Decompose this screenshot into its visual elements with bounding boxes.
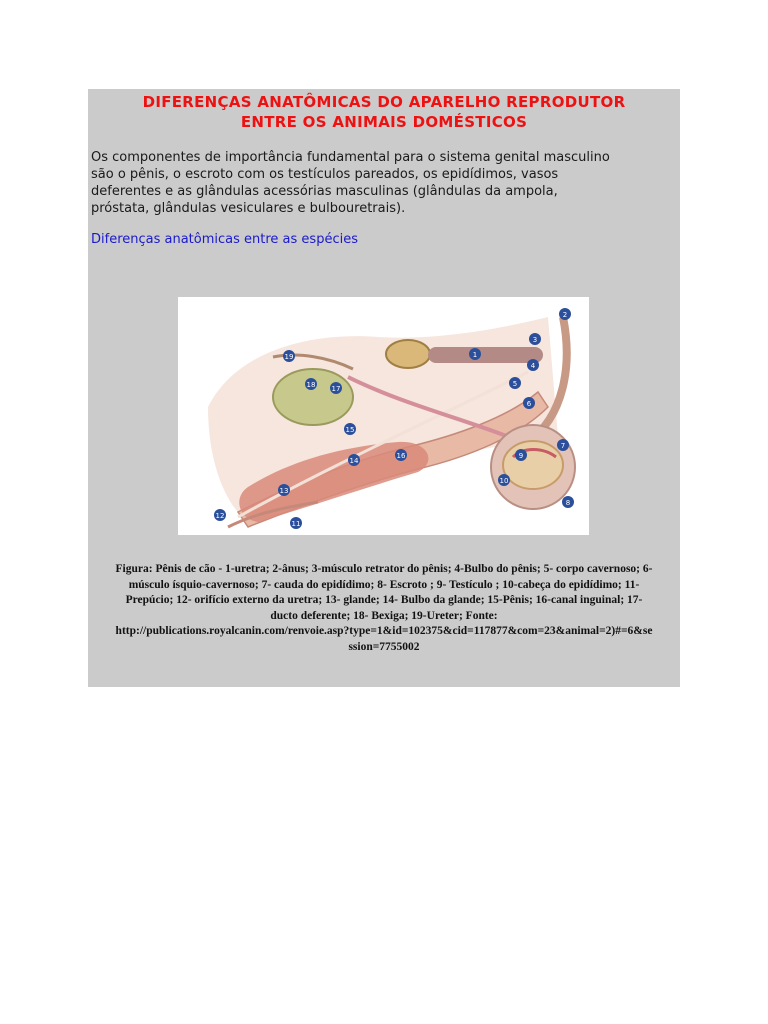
marker-2 xyxy=(559,308,571,320)
marker-6 xyxy=(523,397,535,409)
marker-15 xyxy=(344,423,356,435)
prostate xyxy=(386,340,430,368)
marker-1 xyxy=(469,348,481,360)
marker-17 xyxy=(330,382,342,394)
svg-text:5: 5 xyxy=(512,380,518,388)
page-title xyxy=(88,92,680,132)
intro-line-3: deferentes e as glândulas acessórias masculinas (glândulas da ampola, xyxy=(91,184,558,199)
svg-text:3: 3 xyxy=(532,336,538,344)
marker-13 xyxy=(278,484,290,496)
figure-caption xyxy=(88,562,680,655)
marker-9 xyxy=(515,449,527,461)
svg-text:10: 10 xyxy=(499,477,509,485)
svg-text:4: 4 xyxy=(530,362,536,370)
caption-line-6: ssion=7755002 xyxy=(348,640,420,653)
marker-14 xyxy=(348,454,360,466)
svg-text:1: 1 xyxy=(472,351,478,359)
caption-line-2: músculo ísquio-cavernoso; 7- cauda do epidídimo; 8- Escroto ; 9- Testículo ; 10-cabeça do epidídimo; 11- xyxy=(128,578,640,591)
marker-8 xyxy=(562,496,574,508)
intro-paragraph xyxy=(91,149,679,217)
intro-line-2: são o pênis, o escroto com os testículos pareados, os epidídimos, vasos xyxy=(91,167,559,182)
svg-text:13: 13 xyxy=(279,487,289,495)
svg-text:11: 11 xyxy=(291,520,301,528)
svg-text:8: 8 xyxy=(565,499,571,507)
title-line-2: ENTRE OS ANIMAIS DOMÉSTICOS xyxy=(240,113,528,131)
svg-text:14: 14 xyxy=(349,457,359,465)
svg-text:18: 18 xyxy=(306,381,316,389)
marker-3 xyxy=(529,333,541,345)
svg-text:7: 7 xyxy=(560,442,566,450)
marker-18 xyxy=(305,378,317,390)
intro-line-1: Os componentes de importância fundamental para o sistema genital masculino xyxy=(91,150,610,165)
marker-12 xyxy=(214,509,226,521)
marker-5 xyxy=(509,377,521,389)
title-line-1: DIFERENÇAS ANATÔMICAS DO APARELHO REPRODUTOR xyxy=(142,93,626,111)
dog-penis-illustration xyxy=(178,297,589,535)
svg-text:6: 6 xyxy=(526,400,532,408)
pelvic-urethra xyxy=(428,347,543,363)
marker-7 xyxy=(557,439,569,451)
marker-4 xyxy=(527,359,539,371)
svg-text:2: 2 xyxy=(562,311,568,319)
document-panel xyxy=(88,89,680,687)
intro-line-4: próstata, glândulas vesiculares e bulbouretrais). xyxy=(91,201,406,216)
marker-10 xyxy=(498,474,510,486)
svg-text:15: 15 xyxy=(345,426,355,434)
svg-text:17: 17 xyxy=(331,385,341,393)
species-differences-heading: Diferenças anatômicas entre as espécies xyxy=(91,232,358,247)
svg-text:19: 19 xyxy=(284,353,294,361)
anatomy-figure xyxy=(178,297,589,535)
marker-11 xyxy=(290,517,302,529)
caption-line-4: ducto deferente; 18- Bexiga; 19-Ureter; Fonte: xyxy=(270,609,498,622)
caption-line-1: Figura: Pênis de cão - 1-uretra; 2-ânus; 3-músculo retrator do pênis; 4-Bulbo do pênis; 5- corpo cavernoso; 6- xyxy=(115,563,653,575)
caption-line-3: Prepúcio; 12- orifício externo da uretra; 13- glande; 14- Bulbo da glande; 15-Pênis; 16-canal inguinal; 17- xyxy=(125,594,643,606)
caption-line-5: http://publications.royalcanin.com/renvoie.asp?type=1&id=102375&cid=117877&com=23&animal=2)#=6&se xyxy=(115,625,653,637)
svg-text:12: 12 xyxy=(215,512,225,520)
bladder xyxy=(273,369,353,425)
marker-19 xyxy=(283,350,295,362)
marker-16 xyxy=(395,449,407,461)
svg-text:9: 9 xyxy=(518,452,524,460)
svg-text:16: 16 xyxy=(396,452,406,460)
